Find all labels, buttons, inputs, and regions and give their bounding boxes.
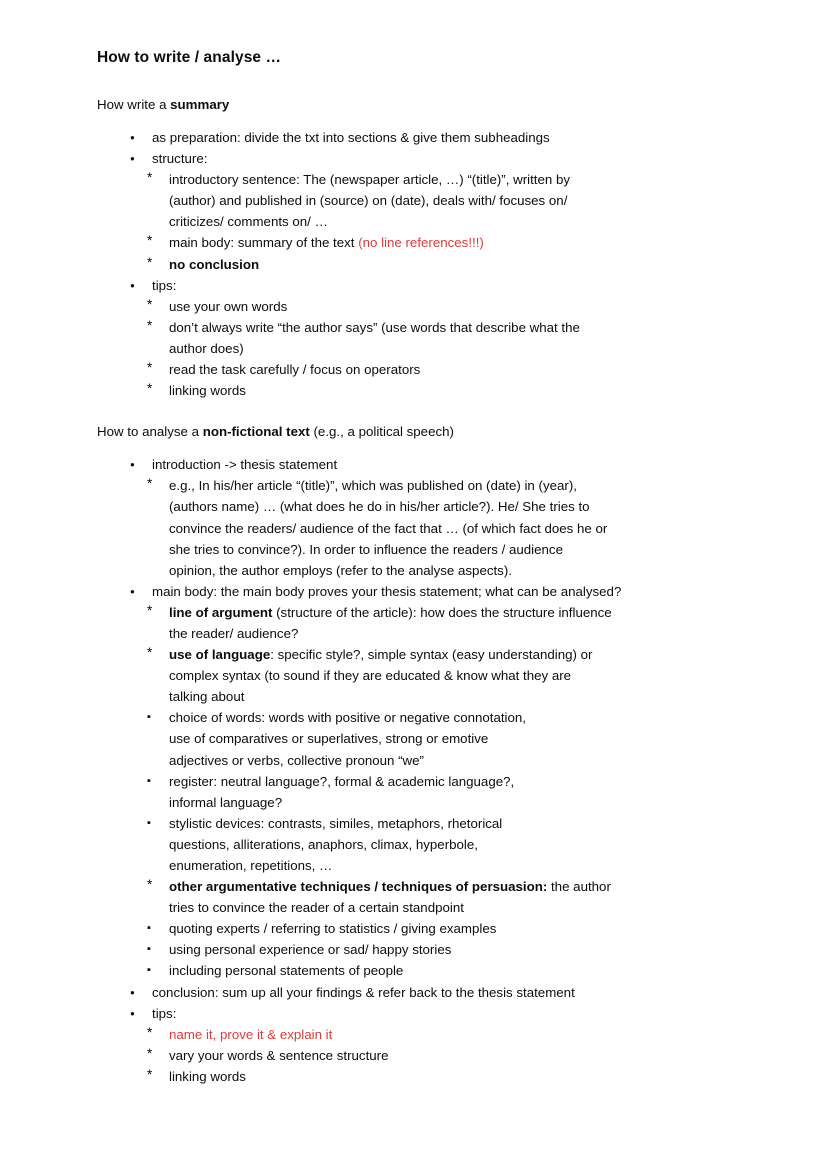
bullet-asterisk-icon <box>147 317 161 338</box>
list-item-label: register: neutral language?, formal & academic language?, informal language? <box>169 773 515 810</box>
bullet-asterisk-icon <box>147 475 161 496</box>
list-item-label: linking words <box>169 383 246 399</box>
list-item-label: quoting experts / referring to statistics / giving examples <box>169 921 497 937</box>
list-item <box>147 644 648 707</box>
list-item <box>147 939 648 960</box>
list-item <box>147 1024 648 1045</box>
list-item <box>130 982 648 1003</box>
spacer <box>97 442 648 454</box>
bullet-asterisk-icon <box>147 254 161 275</box>
list-item <box>147 771 648 813</box>
bullet-asterisk-icon <box>147 644 161 665</box>
list-item <box>147 232 648 253</box>
other-techniques-sub-list <box>97 918 648 981</box>
list-item <box>130 1003 648 1024</box>
summary-structure-list <box>97 169 648 274</box>
list-item <box>147 359 648 380</box>
list-item-note-red: (no line references!!!) <box>358 235 484 251</box>
list-item-label: name it, prove it & explain it <box>169 1026 333 1042</box>
list-item-label: using personal experience or sad/ happy stories <box>169 942 452 958</box>
list-item-label-rest: : specific style?, simple syntax (easy understanding) or complex syntax (to sound if they are educated & know what they are talking about <box>169 647 593 705</box>
heading-how-analyse <box>97 421 648 442</box>
list-item-label: introduction -> thesis statement <box>152 457 338 473</box>
list-item-label-bold: other argumentative techniques / techniques of persuasion: <box>169 879 548 895</box>
bullet-square-icon <box>147 960 161 981</box>
analyse-main-body-list <box>97 581 648 602</box>
bullet-asterisk-icon <box>147 380 161 401</box>
bullet-asterisk-icon <box>147 296 161 317</box>
summary-top-list <box>97 127 648 169</box>
list-item-label: main body: summary of the text <box>169 235 359 251</box>
list-item-text <box>169 644 613 707</box>
spacer <box>97 401 648 421</box>
heading-summary-bold: summary <box>170 97 230 112</box>
list-item-text <box>169 602 613 644</box>
bullet-square-icon <box>147 813 161 834</box>
bullet-square-icon <box>147 939 161 960</box>
list-item-label: no conclusion <box>169 256 260 272</box>
heading-how-write-summary <box>97 94 648 115</box>
list-item <box>147 876 648 918</box>
heading-analyse-prefix: How to analyse a <box>97 424 203 440</box>
list-item-label: vary your words & sentence structure <box>169 1047 389 1063</box>
spacer <box>97 115 648 127</box>
list-item-text <box>169 876 613 918</box>
analyse-introduction-example-list <box>97 475 648 580</box>
summary-tips-list <box>97 296 648 401</box>
list-item <box>147 380 648 401</box>
heading-analyse-bold: non-fictional text <box>202 424 310 440</box>
bullet-asterisk-icon <box>147 1024 161 1045</box>
list-item <box>147 169 648 232</box>
list-item-label-rest: (structure of the article): how does the structure influence the reader/ audience? <box>169 604 612 641</box>
bullet-square-icon <box>147 707 161 728</box>
bullet-dot-icon <box>130 982 144 1003</box>
list-item <box>147 602 648 644</box>
list-item <box>147 317 648 359</box>
page-title: How to write / analyse … <box>97 49 282 66</box>
bullet-asterisk-icon <box>147 876 161 897</box>
bullet-asterisk-icon <box>147 169 161 190</box>
list-item <box>147 813 648 876</box>
list-item-label: don’t always write “the author says” (use words that describe what the author does) <box>169 319 580 356</box>
other-techniques-list <box>97 876 648 918</box>
bullet-asterisk-icon <box>147 1066 161 1087</box>
list-item-label-rest: the author tries to convince the reader of a certain standpoint <box>169 879 611 916</box>
list-item-label: main body: the main body proves your thesis statement; what can be analysed? <box>152 583 622 599</box>
list-item <box>147 475 648 580</box>
bullet-square-icon <box>147 771 161 792</box>
list-item-label: tips: <box>152 277 177 293</box>
list-item <box>130 275 648 296</box>
analyse-introduction-list <box>97 454 648 475</box>
list-item <box>147 918 648 939</box>
list-item <box>147 1045 648 1066</box>
list-item-label: e.g., In his/her article “(title)”, which was published on (date) in (year), (authors name) … (what does he do in his/her article?). He/ She tries to convince the readers/ audience of the fact that … (of which fact does he or she tries to convince?). In order to influence the readers / audience opinion, the author employs (refer to the analyse aspects). <box>169 478 608 578</box>
bullet-square-icon <box>147 918 161 939</box>
heading-analyse-suffix: (e.g., a political speech) <box>309 424 454 440</box>
list-item-label: stylistic devices: contrasts, similes, metaphors, rhetorical questions, alliterations, anaphors, climax, hyperbole, enumeration, repetitions, … <box>169 815 503 873</box>
summary-tips-heading-list <box>97 275 648 296</box>
bullet-asterisk-icon <box>147 602 161 623</box>
list-item <box>147 960 648 981</box>
bullet-dot-icon <box>130 275 144 296</box>
bullet-dot-icon <box>130 1003 144 1024</box>
bullet-asterisk-icon <box>147 1045 161 1066</box>
language-sub-list <box>97 707 648 876</box>
analyse-tips-list <box>97 1024 648 1087</box>
list-item-label: including personal statements of people <box>169 963 404 979</box>
list-item <box>130 581 648 602</box>
spacer <box>97 68 648 94</box>
list-item-label: use your own words <box>169 298 288 314</box>
list-item <box>147 296 648 317</box>
list-item-label: introductory sentence: The (newspaper article, …) “(title)”, written by (author) and published in (source) on (date), deals with/ focuses on/ criticizes/ comments on/ … <box>169 172 571 230</box>
bullet-asterisk-icon <box>147 359 161 380</box>
bullet-dot-icon <box>130 581 144 602</box>
bullet-dot-icon <box>130 148 144 169</box>
list-item-label: linking words <box>169 1068 246 1084</box>
heading-summary-prefix: How write a <box>97 97 171 112</box>
list-item <box>130 148 648 169</box>
list-item-label-bold: line of argument <box>169 604 273 620</box>
list-item <box>147 707 648 770</box>
list-item-label: read the task carefully / focus on operators <box>169 362 421 378</box>
list-item <box>147 1066 648 1087</box>
list-item-label-bold: use of language <box>169 647 271 663</box>
list-item <box>147 254 648 275</box>
bullet-asterisk-icon <box>147 232 161 253</box>
analyse-aspects-list <box>97 602 648 707</box>
list-item-label: conclusion: sum up all your findings & refer back to the thesis statement <box>152 984 575 1000</box>
list-item <box>130 454 648 475</box>
list-item-label: as preparation: divide the txt into sections & give them subheadings <box>152 130 550 145</box>
list-item-label: choice of words: words with positive or negative connotation, use of comparatives or superlatives, strong or emotive adjectives or verbs, collective pronoun “we” <box>169 710 526 768</box>
list-item-label: tips: <box>152 1005 177 1021</box>
bullet-dot-icon <box>130 454 144 475</box>
list-item <box>130 127 648 148</box>
bullet-dot-icon <box>130 127 144 148</box>
list-item-label: structure: <box>152 151 208 167</box>
analyse-conclusion-list <box>97 982 648 1024</box>
